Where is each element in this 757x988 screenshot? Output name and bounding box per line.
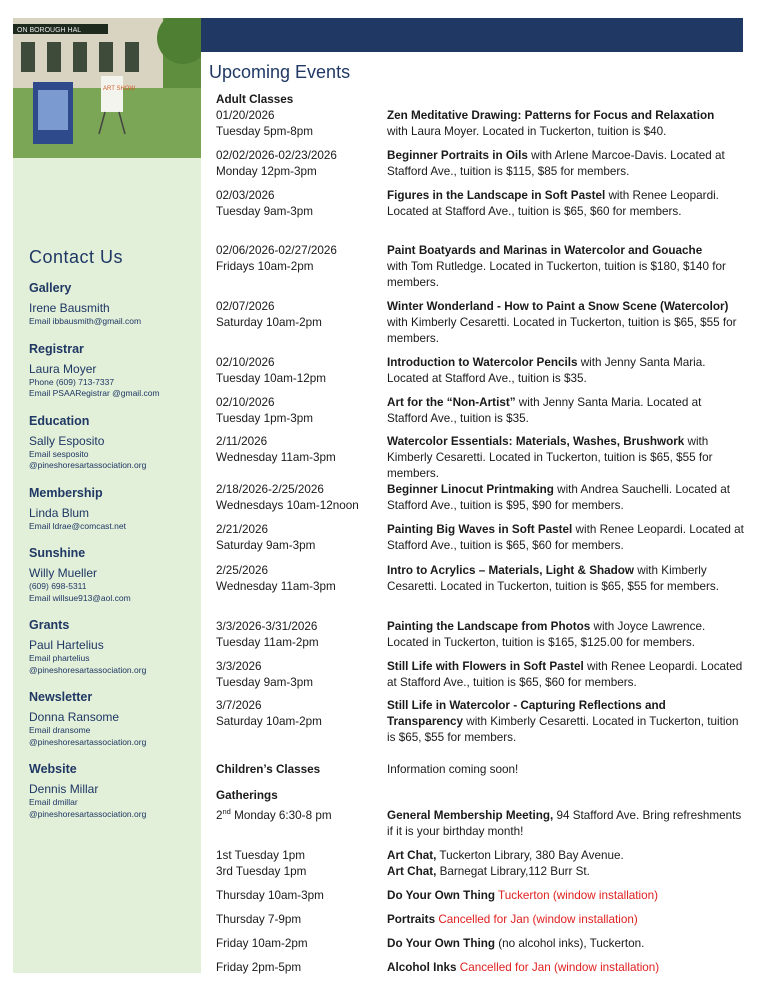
event-date: 02/10/2026 [216, 356, 275, 369]
event-details: with Laura Moyer. Located in Tuckerton, tuition is $40. [387, 125, 667, 138]
event-title: Figures in the Landscape in Soft Pastel [387, 189, 606, 202]
event-row [216, 522, 746, 563]
gathering-when-ordinal: nd [222, 807, 231, 817]
event-title: Intro to Acrylics – Materials, Light & Shadow [387, 564, 634, 577]
gathering-when-time: Monday 6:30-8 pm [230, 809, 332, 822]
contact-group-sunshine [29, 545, 199, 604]
contact-detail: @pineshoresartassociation.org [29, 808, 147, 819]
gathering-when-day: 2 [216, 809, 223, 822]
gathering-title: Portraits [387, 913, 436, 926]
contact-name: Irene Bausmith [29, 301, 110, 315]
event-row [216, 148, 746, 188]
event-row [216, 355, 746, 395]
event-row [216, 395, 746, 434]
event-time: Saturday 10am-2pm [216, 715, 322, 728]
event-date: 02/03/2026 [216, 189, 275, 202]
event-title: Painting Big Waves in Soft Pastel [387, 523, 573, 536]
gathering-title: Alcohol Inks [387, 961, 457, 974]
event-title: Paint Boatyards and Marinas in Watercolor and Gouache [387, 244, 703, 257]
gathering-when: Thursday 7-9pm [216, 913, 302, 926]
event-time: Tuesday 1pm-3pm [216, 412, 314, 425]
children-classes-row [216, 762, 746, 788]
contact-group-education [29, 413, 199, 472]
event-row [216, 434, 746, 482]
event-date: 3/3/2026 [216, 660, 262, 673]
event-date: 2/18/2026-2/25/2026 [216, 483, 324, 496]
contact-detail: Email willsue913@aol.com [29, 592, 131, 603]
event-date: 3/3/2026-3/31/2026 [216, 620, 318, 633]
event-time: Monday 12pm-3pm [216, 165, 317, 178]
contact-detail: Email ibbausmith@gmail.com [29, 316, 142, 326]
gathering-when: Friday 10am-2pm [216, 937, 308, 950]
event-time: Tuesday 10am-12pm [216, 372, 327, 385]
contact-heading: Membership [29, 485, 103, 500]
event-details: with Tom Rutledge. Located in Tuckerton, tuition is $180, $140 for members. [387, 260, 726, 289]
contact-detail: Phone (609) 713-7337 [29, 376, 115, 387]
event-details: with Jenny Santa Maria. Located at Stafford Ave., tuition is $35. [387, 356, 706, 385]
event-time: Wednesday 11am-3pm [216, 580, 336, 593]
event-date: 02/10/2026 [216, 396, 275, 409]
page-title: Upcoming Events [209, 62, 351, 82]
event-details: with Andrea Sauchelli. Located at Stafford Ave., tuition is $95, $90 for members. [387, 483, 730, 512]
gathering-row [216, 808, 746, 848]
contact-name: Laura Moyer [29, 361, 97, 376]
gatherings-heading: Gatherings [216, 789, 278, 802]
event-row [216, 619, 746, 659]
contact-group-grants [29, 617, 199, 676]
gathering-row [216, 848, 746, 888]
event-title: Introduction to Watercolor Pencils [387, 356, 578, 369]
gathering-details: Tuckerton Library, 380 Bay Avenue. [436, 849, 624, 862]
gathering-when: Thursday 10am-3pm [216, 889, 324, 902]
event-details: with Arlene Marcoe-Davis. Located at Stafford Ave., tuition is $115, $85 for members. [387, 149, 725, 178]
gathering-row [216, 912, 746, 936]
gathering-row [216, 960, 746, 980]
contact-heading: Gallery [29, 281, 72, 295]
contact-heading: Education [29, 413, 90, 428]
event-details: with Jenny Santa Maria. Located at Stafford Ave., tuition is $35. [387, 396, 702, 425]
gathering-title: General Membership Meeting, [387, 809, 554, 822]
gathering-status: Cancelled for Jan (window installation) [456, 961, 660, 974]
contact-heading: Grants [29, 618, 70, 632]
contact-detail: Email ldrae@comcast.net [29, 520, 126, 531]
event-details: with Joyce Lawrence. Located in Tuckerton, tuition is $165, $125.00 for members. [387, 620, 706, 649]
contact-detail: Email PSAARegistrar @gmail.com [29, 388, 160, 398]
event-title: Winter Wonderland - How to Paint a Snow Scene (Watercolor) [387, 300, 729, 313]
gathering-when: 1st Tuesday 1pm [216, 849, 306, 862]
event-date: 02/06/2026-02/27/2026 [216, 244, 337, 257]
gathering-when: Friday 2pm-5pm [216, 961, 302, 974]
gathering-title: Do Your Own Thing [387, 937, 495, 950]
gathering-details: Barnegat Library,112 Burr St. [436, 865, 590, 878]
header-bar [201, 18, 743, 52]
event-title: Still Life with Flowers in Soft Pastel [387, 660, 584, 673]
event-row [216, 563, 746, 619]
contact-detail: @pineshoresartassociation.org [29, 664, 147, 675]
event-time: Tuesday 9am-3pm [216, 205, 314, 218]
event-row [216, 659, 746, 698]
event-date: 3/7/2026 [216, 699, 262, 712]
contact-detail: @pineshoresartassociation.org [29, 736, 147, 747]
children-classes-info: Information coming soon! [387, 763, 519, 776]
event-row [216, 698, 746, 762]
event-time: Fridays 10am-2pm [216, 260, 314, 273]
contact-detail: Email sesposito [29, 448, 89, 459]
event-date: 2/21/2026 [216, 523, 268, 536]
event-time: Tuesday 5pm-8pm [216, 125, 314, 138]
contact-name: Paul Hartelius [29, 638, 104, 652]
gathering-title: Art Chat, [387, 849, 437, 862]
sidebar [13, 18, 201, 973]
gallery-photo-illustration [13, 18, 201, 158]
gallery-photo [13, 18, 201, 158]
contact-detail: Email dransome [29, 725, 91, 735]
contact-group-registrar [29, 341, 199, 400]
events-list [216, 92, 746, 980]
contact-us-title: Contact Us [29, 247, 124, 267]
contact-name: Linda Blum [29, 505, 90, 520]
contact-name: Sally Esposito [29, 433, 105, 448]
contact-detail: @pineshoresartassociation.org [29, 460, 147, 470]
event-date: 02/07/2026 [216, 300, 275, 313]
event-date: 2/25/2026 [216, 564, 268, 577]
contact-detail: Email dmillar [29, 797, 78, 807]
gathering-when: 3rd Tuesday 1pm [216, 865, 307, 878]
event-date: 02/02/2026-02/23/2026 [216, 149, 337, 162]
contact-detail: Email phartelius [29, 653, 90, 663]
event-row [216, 108, 746, 148]
event-row [216, 188, 746, 243]
gathering-details: (no alcohol inks), Tuckerton. [495, 937, 645, 950]
event-details: with Kimberly Cesaretti. Located in Tuckerton, tuition is $65, $55 for members. [387, 316, 737, 345]
event-details: with Kimberly Cesaretti. Located in Tuckerton, tuition is $65, $55 for members. [387, 715, 739, 744]
gathering-when [216, 808, 384, 824]
contact-heading: Newsletter [29, 690, 93, 704]
contact-name: Willy Mueller [29, 566, 98, 580]
event-details: with Renee Leopardi. Located at Stafford Ave., tuition is $65, $60 for members. [387, 189, 719, 218]
contact-heading: Website [29, 762, 77, 776]
contact-group-gallery [29, 280, 199, 328]
easel-sign-text: ART SHOW [103, 86, 136, 92]
adult-classes-heading: Adult Classes [216, 93, 294, 106]
event-time: Saturday 10am-2pm [216, 316, 322, 329]
event-time: Wednesday 11am-3pm [216, 451, 336, 464]
contact-group-newsletter [29, 689, 199, 748]
event-title: Art for the “Non-Artist” [387, 396, 516, 409]
event-title: Beginner Portraits in Oils [387, 149, 528, 162]
contact-detail: (609) 698-5311 [29, 581, 87, 591]
event-details: with Kimberly Cesaretti. Located in Tuckerton, tuition is $65, $55 for members. [387, 435, 713, 480]
event-details: with Renee Leopardi. Located at Stafford Ave., tuition is $65, $60 for members. [387, 523, 744, 552]
gathering-status: Cancelled for Jan (window installation) [435, 913, 638, 926]
event-date: 2/11/2026 [216, 435, 268, 448]
event-time: Wednesdays 10am-12noon [216, 499, 359, 512]
event-title: Painting the Landscape from Photos [387, 620, 591, 633]
gathering-status: Tuckerton (window installation) [495, 889, 659, 902]
event-title: Beginner Linocut Printmaking [387, 483, 554, 496]
contact-list [29, 280, 199, 833]
gathering-title: Do Your Own Thing [387, 889, 495, 902]
event-title: Watercolor Essentials: Materials, Washes, Brushwork [387, 435, 685, 448]
gathering-row [216, 936, 746, 960]
event-time: Tuesday 11am-2pm [216, 636, 319, 649]
event-details: with Kimberly Cesaretti. Located in Tuckerton, tuition is $65, $55 for members. [387, 564, 719, 593]
event-title: Zen Meditative Drawing: Patterns for Focus and Relaxation [387, 109, 715, 122]
event-row [216, 299, 746, 355]
gathering-title: Art Chat, [387, 865, 437, 878]
contact-heading: Sunshine [29, 546, 86, 560]
event-date: 01/20/2026 [216, 109, 275, 122]
contact-group-website [29, 761, 199, 820]
gathering-row [216, 888, 746, 912]
event-title: Still Life in Watercolor - Capturing Reflections and Transparency [387, 699, 666, 728]
contact-name: Donna Ransome [29, 710, 120, 724]
event-details: with Renee Leopardi. Located at Stafford Ave., tuition is $65, $60 for members. [387, 660, 743, 689]
event-row [216, 243, 746, 299]
event-row [216, 482, 746, 522]
children-classes-heading: Children’s Classes [216, 763, 321, 776]
contact-name: Dennis Millar [29, 782, 99, 796]
contact-group-membership [29, 485, 199, 533]
gathering-details: 94 Stafford Ave. Bring refreshments if it is your birthday month! [387, 809, 742, 838]
building-sign-text: ON BOROUGH HAL [17, 27, 82, 34]
contact-heading: Registrar [29, 341, 84, 356]
event-time: Tuesday 9am-3pm [216, 676, 314, 689]
event-time: Saturday 9am-3pm [216, 539, 316, 552]
